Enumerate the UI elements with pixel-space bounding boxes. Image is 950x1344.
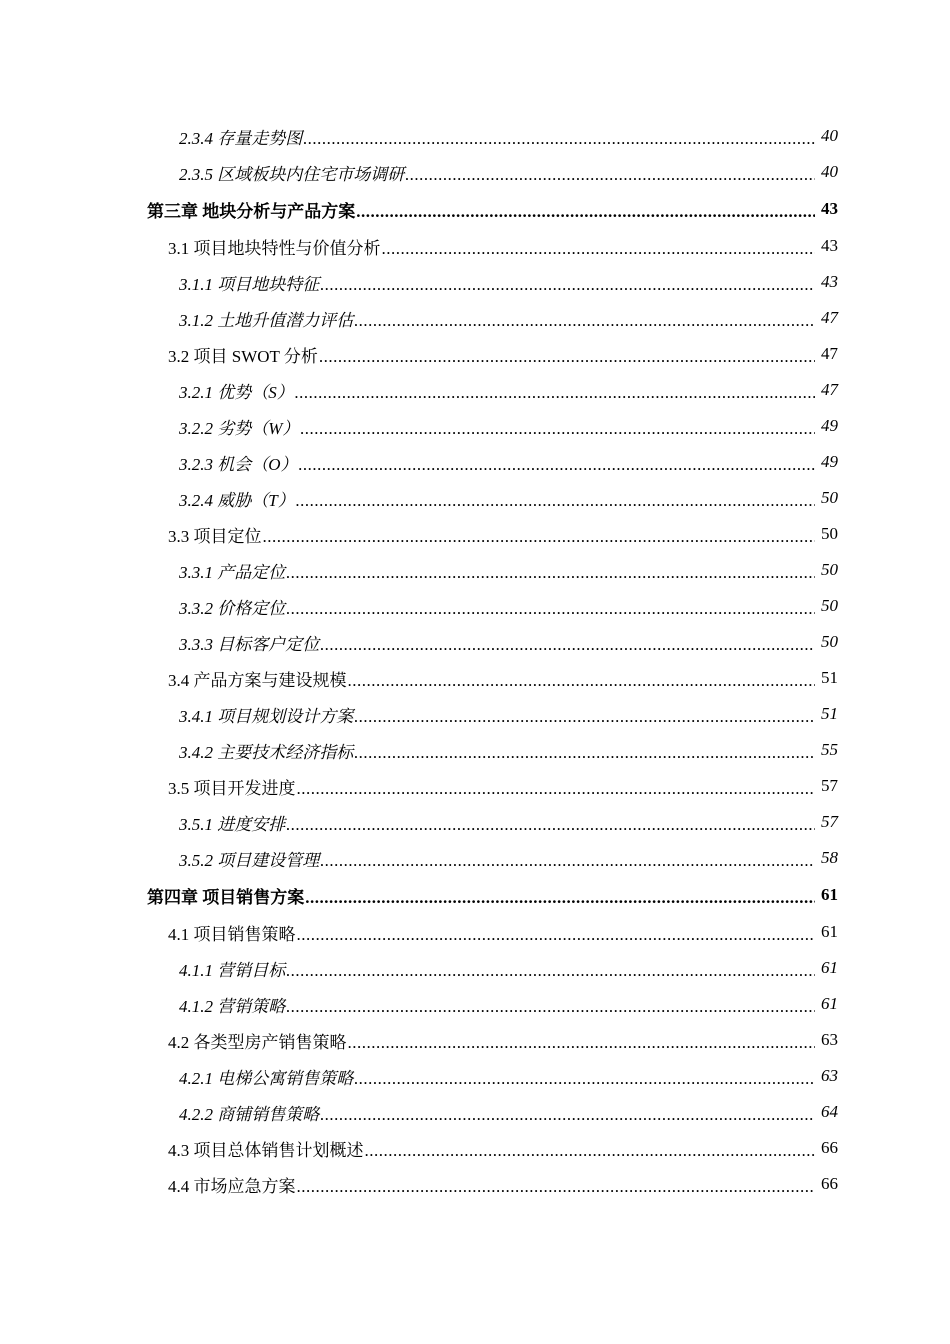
toc-entry-title: 3.4 产品方案与建设规模 — [168, 670, 347, 690]
toc-page-number: 43 — [821, 199, 838, 218]
dot-leader — [320, 275, 815, 295]
toc-entry-title: 2.3.4 存量走势图 — [179, 128, 303, 148]
toc-entry-title: 3.1 项目地块特性与价值分析 — [168, 238, 381, 258]
toc-entry-title: 3.2.2 劣势（W） — [179, 418, 300, 438]
toc-page-number: 57 — [821, 776, 838, 795]
toc-entry[interactable] — [0, 840, 838, 876]
toc-entry[interactable] — [0, 408, 838, 444]
toc-page-number: 66 — [821, 1174, 838, 1193]
dot-leader — [319, 347, 815, 367]
toc-entry-title: 3.3.1 产品定位 — [179, 562, 286, 582]
dot-leader — [356, 202, 815, 222]
dot-leader — [295, 383, 815, 403]
dot-leader — [348, 1033, 816, 1053]
toc-page-number: 50 — [821, 632, 838, 651]
toc-entry[interactable] — [0, 624, 838, 660]
toc-page-number: 47 — [821, 308, 838, 327]
toc-entry[interactable] — [0, 1058, 838, 1094]
toc-page-number: 43 — [821, 272, 838, 291]
toc-entry-title: 3.3 项目定位 — [168, 526, 262, 546]
dot-leader — [286, 815, 815, 835]
dot-leader — [286, 961, 815, 981]
toc-page-number: 50 — [821, 596, 838, 615]
toc-page-number: 43 — [821, 236, 838, 255]
toc-entry-title: 第四章 项目销售方案 — [147, 887, 305, 907]
toc-page-number: 63 — [821, 1066, 838, 1085]
toc-entry-title: 4.2 各类型房产销售策略 — [168, 1032, 347, 1052]
dot-leader — [405, 165, 815, 185]
toc-entry[interactable] — [0, 552, 838, 588]
toc-page-number: 64 — [821, 1102, 838, 1121]
dot-leader — [303, 129, 815, 149]
toc-page-number: 49 — [821, 416, 838, 435]
toc-page-number: 40 — [821, 162, 838, 181]
toc-page-number: 49 — [821, 452, 838, 471]
toc-entry-title: 4.2.2 商铺销售策略 — [179, 1104, 320, 1124]
toc-entry-title: 3.2.4 威胁（T） — [179, 490, 295, 510]
toc-entry-title: 第三章 地块分析与产品方案 — [147, 201, 356, 221]
toc-entry[interactable] — [0, 300, 838, 336]
toc-entry[interactable] — [0, 444, 838, 480]
dot-leader — [299, 455, 815, 475]
toc-entry[interactable] — [0, 986, 838, 1022]
toc-entry[interactable] — [0, 264, 838, 300]
toc-entry-title: 4.3 项目总体销售计划概述 — [168, 1140, 364, 1160]
toc-entry-title: 4.1 项目销售策略 — [168, 924, 296, 944]
toc-page-number: 47 — [821, 380, 838, 399]
dot-leader — [297, 925, 816, 945]
dot-leader — [297, 779, 816, 799]
toc-section-entry[interactable] — [0, 1166, 838, 1202]
toc-section-entry[interactable] — [0, 914, 838, 950]
dot-leader — [354, 743, 815, 763]
dot-leader — [286, 563, 815, 583]
toc-entry[interactable] — [0, 696, 838, 732]
dot-leader — [297, 1177, 816, 1197]
toc-entry[interactable] — [0, 372, 838, 408]
toc-page-number: 58 — [821, 848, 838, 867]
toc-page-number: 47 — [821, 344, 838, 363]
dot-leader — [348, 671, 816, 691]
dot-leader — [354, 311, 815, 331]
toc-entry[interactable] — [0, 588, 838, 624]
toc-section-entry[interactable] — [0, 768, 838, 804]
toc-entry[interactable] — [0, 154, 838, 190]
toc-entry[interactable] — [0, 950, 838, 986]
table-of-contents — [0, 118, 950, 1202]
toc-page-number: 66 — [821, 1138, 838, 1157]
toc-entry-title: 4.4 市场应急方案 — [168, 1176, 296, 1196]
toc-section-entry[interactable] — [0, 516, 838, 552]
toc-section-entry[interactable] — [0, 1022, 838, 1058]
dot-leader — [286, 599, 815, 619]
toc-entry[interactable] — [0, 804, 838, 840]
toc-page-number: 63 — [821, 1030, 838, 1049]
toc-entry-title: 2.3.5 区域板块内住宅市场调研 — [179, 164, 405, 184]
toc-entry-title: 3.1.2 土地升值潜力评估 — [179, 310, 354, 330]
toc-page-number: 50 — [821, 560, 838, 579]
toc-page-number: 40 — [821, 126, 838, 145]
toc-entry-title: 3.3.2 价格定位 — [179, 598, 286, 618]
toc-page-number: 61 — [821, 994, 838, 1013]
toc-chapter-entry[interactable] — [0, 190, 838, 228]
toc-entry-title: 3.5.2 项目建设管理 — [179, 850, 320, 870]
toc-page-number: 61 — [821, 885, 838, 904]
toc-entry-title: 4.1.2 营销策略 — [179, 996, 286, 1016]
dot-leader — [354, 707, 815, 727]
dot-leader — [354, 1069, 815, 1089]
dot-leader — [300, 419, 815, 439]
toc-entry[interactable] — [0, 118, 838, 154]
dot-leader — [305, 888, 815, 908]
dot-leader — [320, 851, 815, 871]
toc-entry-title: 3.4.1 项目规划设计方案 — [179, 706, 354, 726]
toc-page-number: 55 — [821, 740, 838, 759]
toc-entry-title: 3.2 项目 SWOT 分析 — [168, 346, 318, 366]
dot-leader — [320, 1105, 815, 1125]
toc-entry[interactable] — [0, 732, 838, 768]
dot-leader — [296, 491, 815, 511]
toc-section-entry[interactable] — [0, 1130, 838, 1166]
toc-entry-title: 3.3.3 目标客户定位 — [179, 634, 320, 654]
toc-page-number: 61 — [821, 922, 838, 941]
dot-leader — [320, 635, 815, 655]
toc-page-number: 50 — [821, 488, 838, 507]
dot-leader — [263, 527, 816, 547]
toc-section-entry[interactable] — [0, 336, 838, 372]
toc-entry-title: 3.4.2 主要技术经济指标 — [179, 742, 354, 762]
toc-entry-title: 3.5.1 进度安排 — [179, 814, 286, 834]
toc-entry-title: 3.2.1 优势（S） — [179, 382, 294, 402]
toc-entry[interactable] — [0, 480, 838, 516]
toc-entry-title: 4.1.1 营销目标 — [179, 960, 286, 980]
toc-entry-title: 3.1.1 项目地块特征 — [179, 274, 320, 294]
toc-page-number: 51 — [821, 668, 838, 687]
toc-page-number: 61 — [821, 958, 838, 977]
toc-section-entry[interactable] — [0, 660, 838, 696]
dot-leader — [382, 239, 816, 259]
toc-chapter-entry[interactable] — [0, 876, 838, 914]
toc-page-number: 51 — [821, 704, 838, 723]
toc-section-entry[interactable] — [0, 228, 838, 264]
dot-leader — [365, 1141, 816, 1161]
toc-entry-title: 3.5 项目开发进度 — [168, 778, 296, 798]
toc-page-number: 57 — [821, 812, 838, 831]
dot-leader — [286, 997, 815, 1017]
toc-entry[interactable] — [0, 1094, 838, 1130]
toc-entry-title: 4.2.1 电梯公寓销售策略 — [179, 1068, 354, 1088]
toc-entry-title: 3.2.3 机会（O） — [179, 454, 298, 474]
toc-page-number: 50 — [821, 524, 838, 543]
